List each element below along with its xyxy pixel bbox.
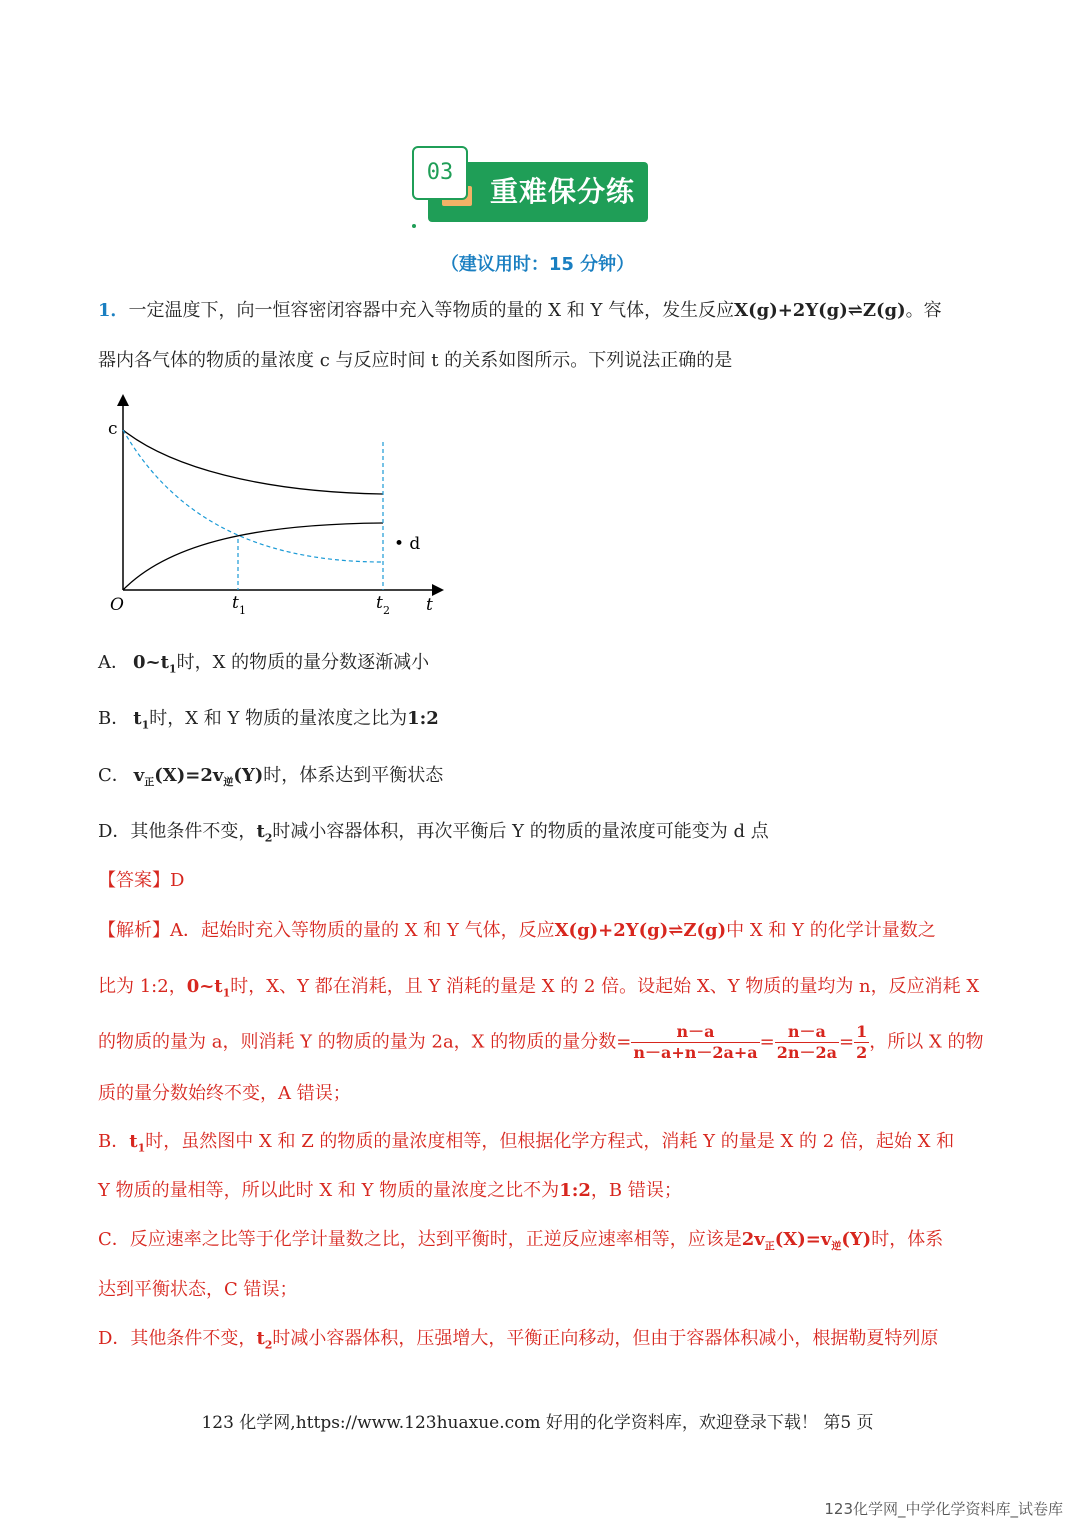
section-badge (412, 146, 652, 230)
curve-x-upper (123, 430, 383, 494)
analysis-line1 (98, 917, 988, 945)
option-d-text: 时减小容器体积，再次平衡后 Y 的物质的量浓度可能变为 d 点 (272, 821, 769, 842)
option-b-text: 时，X 和 Y 物质的量浓度之比为 (149, 708, 408, 729)
analysis-a2a: 比为 1:2， (98, 976, 187, 997)
fraction-3-den: 2 (856, 1043, 868, 1062)
option-b-ratio: 1:2 (407, 708, 439, 729)
option-b-prefix: B． (98, 708, 130, 729)
option-d-sub: 2 (264, 831, 273, 845)
analysis-line4: 质的量分数始终不变，A 错误； (98, 1083, 351, 1104)
answer (98, 867, 988, 895)
analysis-a1b: 中 X 和 Y 的化学计量数之 (726, 920, 936, 941)
analysis-b1-sub: 1 (137, 1141, 146, 1155)
analysis-line3 (98, 1022, 988, 1063)
analysis-d1-sub: 2 (264, 1338, 273, 1352)
analysis-b1-math: t (129, 1131, 138, 1152)
option-c-prefix: C． (98, 765, 130, 786)
analysis-line6 (98, 1177, 988, 1205)
option-d-math: t (256, 821, 265, 842)
badge-number: 03 (412, 146, 468, 200)
analysis-c1-m1: 2v (741, 1229, 765, 1250)
fraction-3 (854, 1022, 869, 1063)
analysis-c1a: C．反应速率之比等于化学计量数之比，达到平衡时，正逆反应速率相等，应该是 (98, 1229, 742, 1250)
option-a (98, 649, 988, 684)
option-a-sub: 1 (168, 662, 177, 676)
option-b-math: t (133, 708, 142, 729)
fraction-3-num: 1 (856, 1022, 868, 1041)
analysis-b1b: 时，虽然图中 X 和 Z 的物质的量浓度相等，但根据化学方程式，消耗 Y 的量是 X 的 2 倍，起始 X 和 (145, 1131, 955, 1152)
option-c-math2: (X)=2v (154, 765, 224, 786)
analysis-a2b: 时，X、Y 都在消耗，且 Y 消耗的量是 X 的 2 倍。设起始 X、Y 物质的量均为 n，反应消耗 X (230, 976, 980, 997)
point-d-label: • d (394, 534, 421, 554)
curve-y-dashed (123, 430, 383, 562)
analysis-b1a: B． (98, 1131, 130, 1152)
analysis-d1a: D．其他条件不变， (98, 1328, 257, 1349)
analysis-c1-m2: (X)=v (774, 1229, 832, 1250)
x-axis-label: t (426, 595, 433, 615)
analysis-b2a: Y 物质的量相等，所以此时 X 和 Y 物质的量浓度之比不为 (98, 1180, 560, 1201)
equals-2: = (839, 1031, 855, 1053)
option-d-prefix: D．其他条件不变， (98, 821, 257, 842)
analysis-d1-math: t (256, 1328, 265, 1349)
option-b (98, 705, 988, 740)
suggested-time: （建议用时：15 分钟） (440, 254, 635, 275)
concentration-time-graph (100, 392, 445, 620)
analysis-label: 【解析】 (98, 920, 170, 941)
answer-value: D (170, 870, 185, 891)
fraction-2 (775, 1022, 839, 1063)
analysis-line2 (98, 973, 988, 1008)
question-stem-line2: 器内各气体的物质的量浓度 c 与反应时间 t 的关系如图所示。下列说法正确的是 (98, 350, 733, 371)
badge-title: 重难保分练 (490, 175, 636, 208)
option-d (98, 818, 988, 853)
analysis-d1b: 时减小容器体积，压强增大，平衡正向移动，但由于容器体积减小，根据勒夏特列原 (272, 1328, 939, 1349)
question-stem-line1 (98, 297, 988, 325)
badge-dot (412, 224, 416, 228)
analysis-b2-ratio: 1:2 (559, 1180, 591, 1201)
option-c-sub1: 正 (144, 777, 155, 789)
option-a-text: 时，X 的物质的量分数逐渐减小 (176, 652, 430, 673)
fraction-1 (631, 1022, 759, 1063)
y-axis-label: c (108, 419, 118, 439)
option-b-sub: 1 (141, 718, 150, 732)
analysis-line9 (98, 1325, 988, 1360)
option-a-math: 0~t (133, 652, 169, 673)
analysis-reaction: X(g)+2Y(g)⇌Z(g) (554, 920, 727, 941)
analysis-a3a: 的物质的量为 a，则消耗 Y 的物质的量为 2a，X 的物质的量分数= (98, 1031, 632, 1053)
analysis-b2b: ，B 错误； (590, 1180, 682, 1201)
analysis-a2-math: 0~t (186, 976, 223, 997)
analysis-c1b: 时，体系 (871, 1229, 944, 1250)
equals-1: = (759, 1031, 775, 1053)
t2-label: t (376, 593, 383, 613)
stem-text-2: 。容 (905, 300, 942, 321)
option-c-math1: v (133, 765, 145, 786)
analysis-line8: 达到平衡状态，C 错误； (98, 1279, 298, 1300)
fraction-2-den: 2n－2a (776, 1043, 838, 1062)
fraction-2-num: n－a (775, 1022, 839, 1043)
analysis-a3b: ，所以 X 的物 (869, 1031, 984, 1053)
t1-label: t (232, 593, 239, 613)
stem-reaction: X(g)+2Y(g)⇌Z(g) (734, 300, 906, 321)
answer-label: 【答案】 (98, 870, 170, 891)
option-c (98, 762, 988, 798)
analysis-a2-sub: 1 (222, 986, 231, 1000)
curve-z-rising (123, 523, 383, 590)
analysis-line7 (98, 1226, 988, 1262)
analysis-c1-m3: (Y) (841, 1229, 872, 1250)
analysis-line5 (98, 1128, 988, 1163)
option-c-math3: (Y) (233, 765, 264, 786)
fraction-1-num: n－a (631, 1022, 759, 1043)
fraction-1-den: n－a+n－2a+a (633, 1043, 758, 1062)
option-c-sub2: 逆 (223, 777, 234, 789)
watermark-text: 123化学网_中学化学资料库_试卷库 (824, 1500, 1063, 1518)
analysis-a1a: A．起始时充入等物质的量的 X 和 Y 气体，反应 (170, 920, 555, 941)
analysis-c1-s2: 逆 (831, 1241, 842, 1253)
stem-text-1: 一定温度下，向一恒容密闭容器中充入等物质的量的 X 和 Y 气体，发生反应 (128, 300, 735, 321)
analysis-c1-s1: 正 (764, 1241, 775, 1253)
page-footer: 123 化学网,https://www.123huaxue.com 好用的化学资料库，欢迎登录下载！ 第5 页 (201, 1413, 874, 1433)
option-c-text: 时，体系达到平衡状态 (263, 765, 444, 786)
origin-label: O (110, 595, 124, 615)
t1-subscript: 1 (239, 604, 246, 617)
question-number: 1． (98, 300, 129, 321)
option-a-prefix: A． (98, 652, 129, 673)
t2-subscript: 2 (383, 604, 390, 617)
